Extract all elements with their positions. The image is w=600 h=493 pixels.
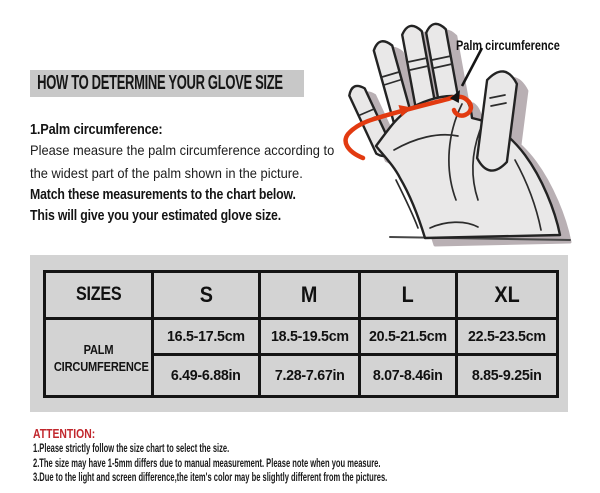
pointer-arrow: [462, 48, 482, 86]
step1-heading: 1.Palm circumference:: [30, 121, 163, 138]
header-cell-s: S: [153, 272, 260, 319]
step1-line2: the widest part of the palm shown in the picture.: [30, 165, 303, 181]
attention-heading: ATTENTION:: [33, 426, 96, 441]
cm-cell-xl: 22.5-23.5cm: [457, 319, 558, 355]
row-label-cell: [45, 319, 153, 397]
match-paragraph: [30, 184, 296, 226]
attention-notes: [33, 441, 387, 485]
page-title: HOW TO DETERMINE YOUR GLOVE SIZE: [37, 72, 283, 94]
step1-paragraph: [30, 139, 334, 185]
match-line2: This will give you your estimated glove size.: [30, 207, 281, 224]
attention-note-2: 2.The size may have 1-5mm differs due to manual measurement. Please note when you measure.: [33, 455, 381, 470]
header-cell-sizes: SIZES: [45, 272, 153, 319]
in-cell-m: 7.28-7.67in: [260, 355, 360, 397]
table-header-row: [45, 272, 558, 319]
step1-line1: Please measure the palm circumference according to: [30, 142, 335, 158]
row-label-palm-circumference: PALM CIRCUMFERENCE: [53, 341, 149, 374]
in-cell-s: 6.49-6.88in: [153, 355, 260, 397]
match-line1: Match these measurements to the chart below.: [30, 186, 296, 203]
attention-note-1: 1.Please strictly follow the size chart to select the size.: [33, 441, 230, 455]
palm-circumference-label: Palm circumference: [456, 37, 560, 53]
cm-cell-l: 20.5-21.5cm: [360, 319, 457, 355]
title-bar: [30, 70, 304, 97]
attention-note-3: 3.Due to the light and screen difference,the item's color may be slightly different from the pictures.: [33, 470, 388, 484]
header-cell-l: L: [360, 272, 457, 319]
header-cell-m: M: [260, 272, 360, 319]
size-chart-table: [43, 270, 559, 398]
cm-cell-m: 18.5-19.5cm: [260, 319, 360, 355]
cm-cell-s: 16.5-17.5cm: [153, 319, 260, 355]
in-cell-l: 8.07-8.46in: [360, 355, 457, 397]
header-cell-xl: XL: [457, 272, 558, 319]
in-cell-xl: 8.85-9.25in: [457, 355, 558, 397]
table-cm-row: [45, 319, 558, 355]
